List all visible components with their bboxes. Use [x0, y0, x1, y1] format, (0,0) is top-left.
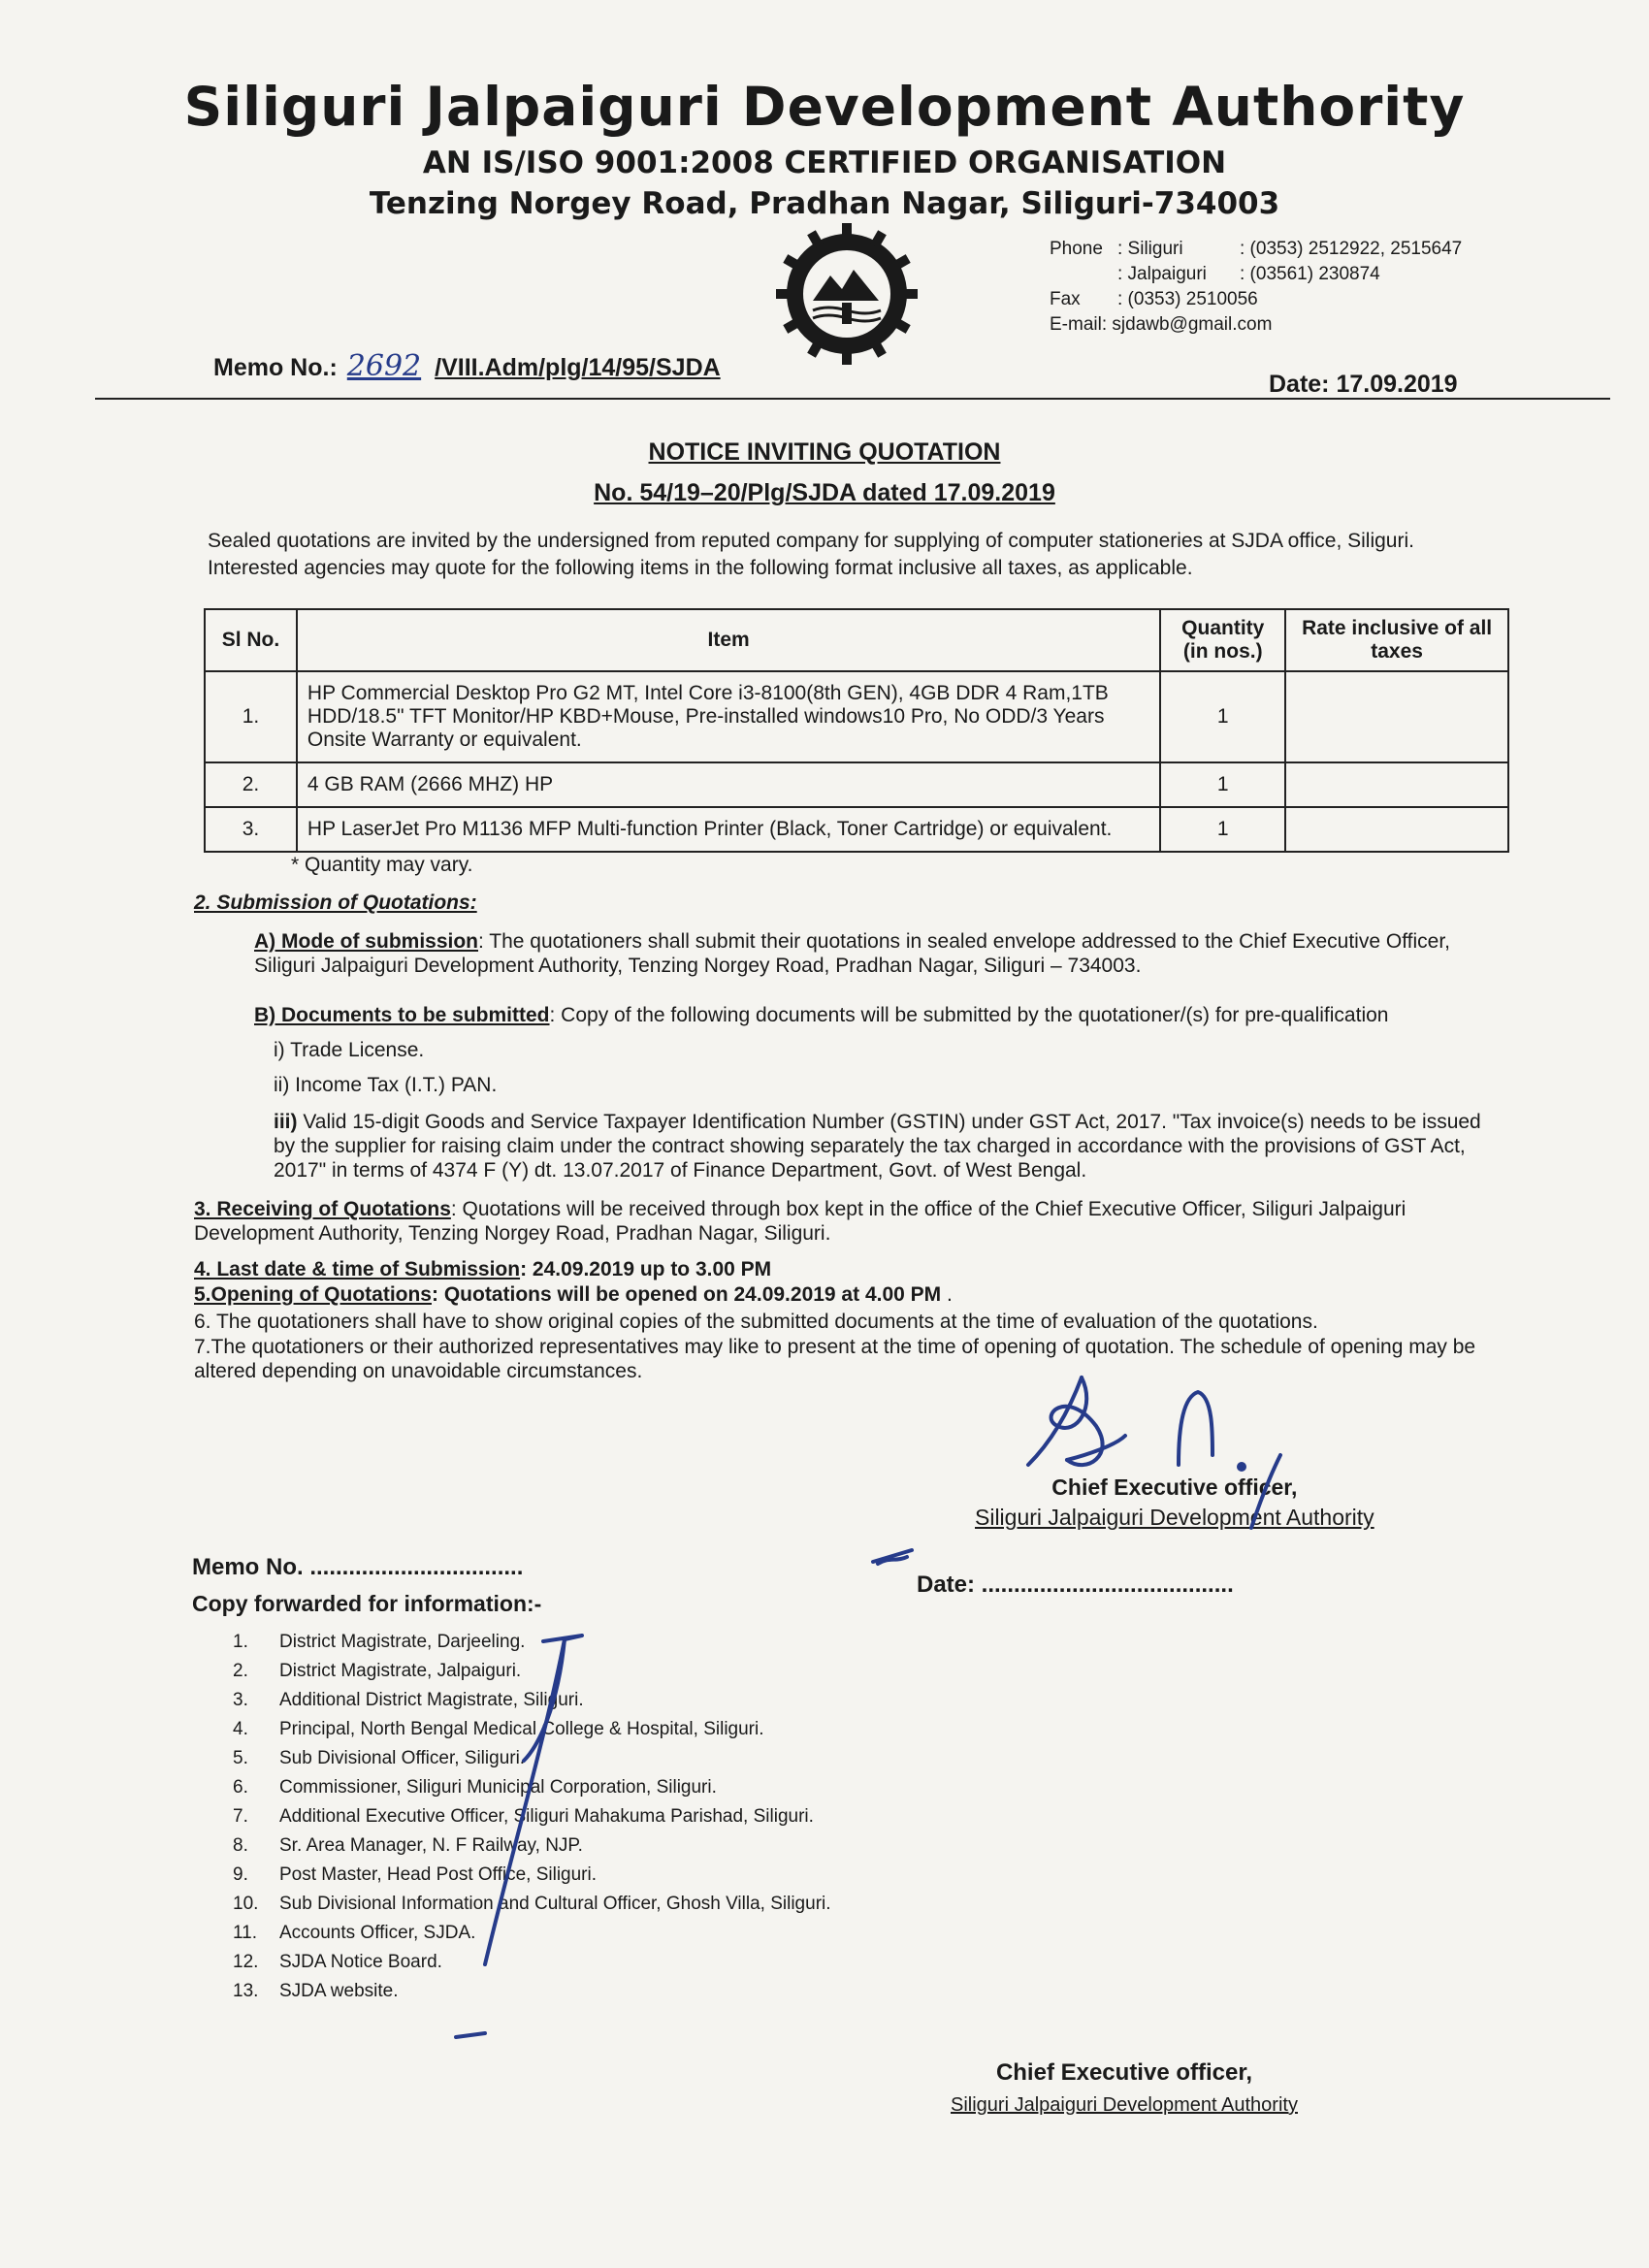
header-item: Item: [297, 609, 1160, 671]
section-5: 5.Opening of Quotations: Quotations will be opened on 24.09.2019 at 4.00 PM .: [194, 1283, 953, 1306]
quantity-note: * Quantity may vary.: [291, 854, 473, 876]
list-item: 10. Sub Divisional Information and Cultural Officer, Ghosh Villa, Siliguri.: [233, 1894, 831, 1914]
fax-label: Fax: [1050, 289, 1081, 309]
copy-forwarded-heading: Copy forwarded for information:-: [192, 1591, 542, 1616]
signatory-title: Chief Executive officer,: [1051, 1474, 1298, 1500]
email-value: sjdawb@gmail.com: [1112, 314, 1273, 335]
section-7: 7.The quotationers or their authorized representatives may like to present at the time of opening of quotation. The schedule of opening may be altered depending on unavoidable circumstances.: [194, 1336, 1476, 1382]
list-item: 13. SJDA website.: [233, 1981, 399, 2001]
receiving-label: 3. Receiving of Quotations: [194, 1198, 451, 1220]
memo-handwritten-number: 2692: [346, 349, 422, 383]
documents-text: : Copy of the following documents will be submitted by the quotationer/(s) for pre-qualification: [549, 1004, 1389, 1026]
list-item: 6. Commissioner, Siliguri Municipal Corporation, Siliguri.: [233, 1777, 717, 1798]
mode-of-submission-label: A) Mode of submission: [254, 930, 478, 953]
row-sl: 2.: [205, 762, 297, 807]
row-quantity: 1: [1160, 807, 1285, 852]
phone-siliguri-value: : (0353) 2512922, 2515647: [1240, 239, 1463, 259]
notice-title: NOTICE INVITING QUOTATION: [648, 438, 1001, 466]
signatory-title: Chief Executive officer,: [995, 2059, 1253, 2086]
list-item: 2. District Magistrate, Jalpaiguri.: [233, 1661, 522, 1681]
row-quantity: 1: [1160, 671, 1285, 762]
address-line: Tenzing Norgey Road, Pradhan Nagar, Siliguri-734003: [369, 186, 1280, 221]
list-item: 11. Accounts Officer, SJDA.: [233, 1923, 476, 1943]
notice-intro: Sealed quotations are invited by the undersigned from reputed company for supplying of computer stationeries at SJDA office, Siliguri. Interested agencies may quote for the following items in the following format inclusive all taxes, as applicable.: [208, 530, 1414, 579]
documents-label: B) Documents to be submitted: [254, 1004, 550, 1026]
row-sl: 3.: [205, 807, 297, 852]
list-item: 5. Sub Divisional Officer, Siliguri.: [233, 1748, 526, 1768]
list-item: 8. Sr. Area Manager, N. F Railway, NJP.: [233, 1835, 583, 1856]
certification-line: AN IS/ISO 9001:2008 CERTIFIED ORGANISATION: [422, 146, 1227, 180]
fax-value: : (0353) 2510056: [1117, 289, 1258, 309]
section-6: 6. The quotationers shall have to show original copies of the submitted documents at the time of evaluation of the quotations.: [194, 1311, 1318, 1333]
signatory-organization: Siliguri Jalpaiguri Development Authority: [975, 1505, 1374, 1530]
list-item: 12. SJDA Notice Board.: [233, 1952, 442, 1972]
list-item: 9. Post Master, Head Post Office, Siliguri.: [233, 1864, 598, 1885]
signatory-organization: Siliguri Jalpaiguri Development Authority: [951, 2094, 1298, 2116]
memo-label: Memo No.:: [213, 354, 338, 381]
list-item: 3. Additional District Magistrate, Siliguri.: [233, 1690, 584, 1710]
doc-gstin: iii) Valid 15-digit Goods and Service Taxpayer Identification Number (GSTIN) under GST Act, 2017. "Tax invoice(s) needs to be issued by the supplier for raising claim under the contract showing separately the tax charged in accordance with the provisions of GST Act, 2017" in terms of 4374 F (Y) dt. 13.07.2017 of Finance Department, Govt. of West Bengal.: [274, 1111, 1481, 1182]
phone-siliguri-label: : Siliguri: [1117, 239, 1183, 259]
memo-reference: /VIII.Adm/plg/14/95/SJDA: [435, 354, 721, 381]
copy-memo-number: Memo No. .................................: [192, 1554, 524, 1580]
section-4: 4. Last date & time of Submission: 24.09.2019 up to 3.00 PM: [194, 1258, 772, 1280]
copy-date: Date: .......................................: [917, 1571, 1234, 1598]
phone-jalpaiguri-label: : Jalpaiguri: [1117, 264, 1207, 284]
row-item: 4 GB RAM (2666 MHZ) HP: [297, 762, 1160, 807]
email-label: E-mail:: [1050, 314, 1108, 335]
section-2-heading: 2. Submission of Quotations:: [194, 891, 477, 914]
row-quantity: 1: [1160, 762, 1285, 807]
receiving-text: : Quotations will be received through box kept in the office of the Chief Executive Officer, Siliguri Jalpaiguri Development Authority, Tenzing Norgey Road, Pradhan Nagar, Siliguri.: [194, 1198, 1406, 1245]
header-quantity: Quantity (in nos.): [1160, 609, 1285, 671]
mode-of-submission-text: : The quotationers shall submit their quotations in sealed envelope addressed to the Chief Executive Officer, Siliguri Jalpaiguri Development Authority, Tenzing Norgey Road, Pradhan Nagar, Siliguri – 734003.: [254, 930, 1450, 977]
phone-jalpaiguri-value: : (03561) 230874: [1240, 264, 1380, 284]
issue-date: Date: 17.09.2019: [1269, 371, 1458, 398]
header-sl-no: Sl No.: [205, 609, 297, 671]
doc-pan: ii) Income Tax (I.T.) PAN.: [274, 1074, 498, 1096]
list-item: 1. District Magistrate, Darjeeling.: [233, 1632, 526, 1652]
notice-number: No. 54/19–20/Plg/SJDA dated 17.09.2019: [594, 479, 1055, 506]
doc-trade-license: i) Trade License.: [274, 1039, 425, 1061]
row-sl: 1.: [205, 671, 297, 762]
list-item: 7. Additional Executive Officer, Siliguri Mahakuma Parishad, Siliguri.: [233, 1806, 814, 1827]
row-item: HP Commercial Desktop Pro G2 MT, Intel Core i3-8100(8th GEN), 4GB DDR 4 Ram,1TB HDD/18.5" TFT Monitor/HP KBD+Mouse, Pre-installed windows10 Pro, No ODD/3 Years Onsite Warranty or equivalent.: [297, 671, 1160, 762]
phone-label: Phone: [1050, 239, 1103, 259]
header-rate: Rate inclusive of all taxes: [1285, 609, 1508, 671]
organization-name: Siliguri Jalpaiguri Development Authority: [183, 76, 1466, 138]
list-item: 4. Principal, North Bengal Medical College & Hospital, Siliguri.: [233, 1719, 764, 1739]
row-item: HP LaserJet Pro M1136 MFP Multi-function Printer (Black, Toner Cartridge) or equivalent.: [297, 807, 1160, 852]
